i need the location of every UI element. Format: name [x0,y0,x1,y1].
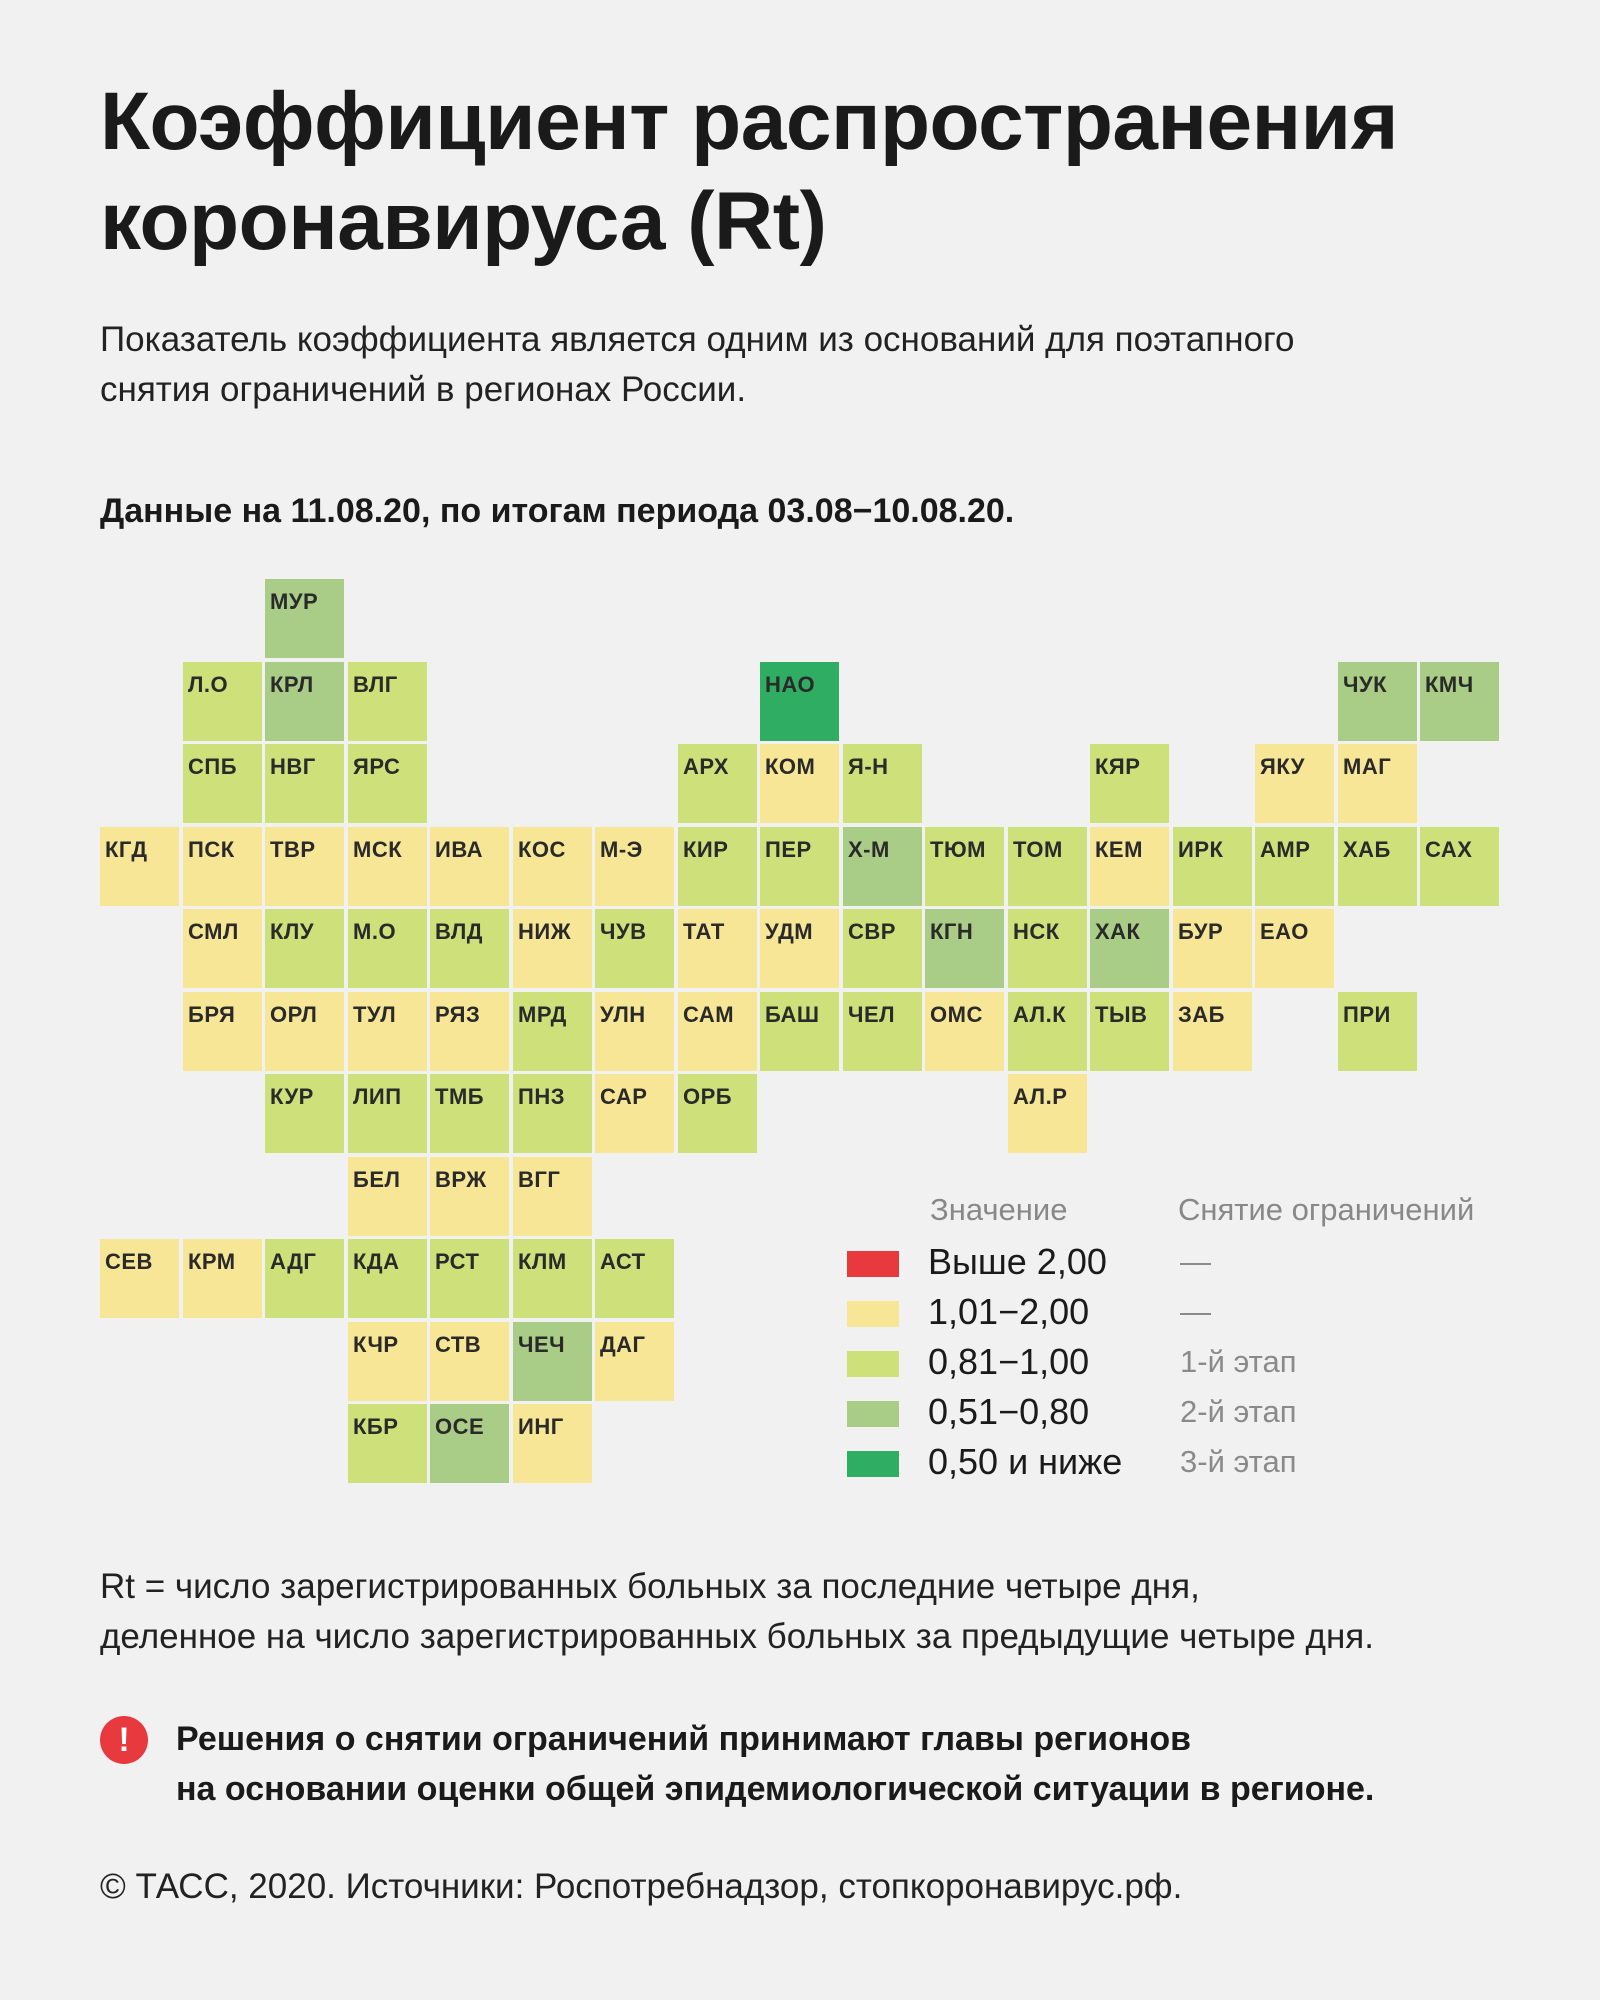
region-tile: РЯЗ [430,992,509,1071]
legend-swatch-lightgreen [847,1351,899,1377]
region-tile: КДА [348,1239,427,1318]
region-tile: ИРК [1173,827,1252,906]
data-date: Данные на 11.08.20, по итогам периода 03.08−10.08.20. [100,492,1015,530]
region-tile: Х-М [843,827,922,906]
region-tile: КОМ [760,744,839,823]
region-tile: НИЖ [513,909,592,988]
legend-stage: 3-й этап [1180,1444,1297,1479]
region-tile: ПСК [183,827,262,906]
region-tile: МСК [348,827,427,906]
region-tile: НВГ [265,744,344,823]
region-tile: МРД [513,992,592,1071]
region-tile: ИНГ [513,1404,592,1483]
region-tile: БРЯ [183,992,262,1071]
source-footer: © ТАСС, 2020. Источники: Роспотребнадзор, стопкоронавирус.рф. [100,1867,1183,1906]
subtitle [100,315,1520,415]
legend-value: 0,81−1,00 [928,1341,1090,1382]
region-tile: ЛИП [348,1074,427,1153]
warning-note [176,1714,1556,1814]
region-tile: ХАБ [1338,827,1417,906]
region-tile: МУР [265,579,344,658]
region-tile: ТОМ [1008,827,1087,906]
legend-stage: — [1180,1244,1211,1279]
region-tile: СМЛ [183,909,262,988]
region-tile: ОСЕ [430,1404,509,1483]
region-tile: Я-Н [843,744,922,823]
region-tile: Л.О [183,662,262,741]
legend-swatch-midgreen [847,1401,899,1427]
legend-value: Выше 2,00 [928,1241,1107,1282]
region-tile: СЕВ [100,1239,179,1318]
region-tile: РСТ [430,1239,509,1318]
subtitle-line-2: снятия ограничений в регионах России. [100,370,747,409]
region-tile: ТВР [265,827,344,906]
exclamation-icon: ! [100,1716,148,1764]
region-tile: ОМС [925,992,1004,1071]
region-tile: ЧЕЛ [843,992,922,1071]
region-tile: СПБ [183,744,262,823]
region-tile: ОРЛ [265,992,344,1071]
region-tile: КРЛ [265,662,344,741]
region-tile: КГН [925,909,1004,988]
region-tile: ПРИ [1338,992,1417,1071]
region-tile: БАШ [760,992,839,1071]
region-tile: ЯРС [348,744,427,823]
region-tile: АРХ [678,744,757,823]
region-tile: КИР [678,827,757,906]
region-tile: НСК [1008,909,1087,988]
legend-swatch-red [847,1251,899,1277]
region-tile: КЕМ [1090,827,1169,906]
region-tile: АСТ [595,1239,674,1318]
region-tile: КЧР [348,1322,427,1401]
region-tile: ТУЛ [348,992,427,1071]
legend-swatch-darkgreen [847,1451,899,1477]
warning-line-1: Решения о снятии ограничений принимают главы регионов [176,1720,1192,1758]
region-tile: УЛН [595,992,674,1071]
region-tile: ЧУВ [595,909,674,988]
region-tile: М.О [348,909,427,988]
region-tile: САР [595,1074,674,1153]
formula-line-2: деленное на число зарегистрированных больных за предыдущие четыре дня. [100,1617,1374,1656]
region-tile: ТАТ [678,909,757,988]
legend-value: 0,50 и ниже [928,1441,1123,1482]
region-tile: ЧУК [1338,662,1417,741]
legend-stage: — [1180,1294,1211,1329]
region-tile: ТМБ [430,1074,509,1153]
region-tile: МАГ [1338,744,1417,823]
region-tile: ЗАБ [1173,992,1252,1071]
legend-value: 0,51−0,80 [928,1391,1090,1432]
title-line-1: Коэффициент распространения [100,76,1398,167]
legend-value-header: Значение [930,1192,1068,1227]
formula-line-1: Rt = число зарегистрированных больных за последние четыре дня, [100,1567,1200,1606]
region-tile: АЛ.К [1008,992,1087,1071]
region-tile: ТЮМ [925,827,1004,906]
region-tile: АМР [1255,827,1334,906]
title-line-2: коронавируса (Rt) [100,176,827,267]
region-tile: ИВА [430,827,509,906]
region-tile: КМЧ [1420,662,1499,741]
rt-formula [100,1562,1560,1662]
region-tile: АДГ [265,1239,344,1318]
region-tile: ХАК [1090,909,1169,988]
region-tile: САМ [678,992,757,1071]
region-tile: ЕАО [1255,909,1334,988]
warning-line-2: на основании оценки общей эпидемиологической ситуации в регионе. [176,1770,1375,1808]
region-tile: АЛ.Р [1008,1074,1087,1153]
region-tile: ВРЖ [430,1157,509,1236]
region-tile: КГД [100,827,179,906]
region-tile: КОС [513,827,592,906]
region-tile: КБР [348,1404,427,1483]
region-tile: М-Э [595,827,674,906]
region-tile: ЧЕЧ [513,1322,592,1401]
legend-swatch-yellow [847,1301,899,1327]
legend-stage-header: Снятие ограничений [1178,1192,1475,1227]
region-tile: КЛУ [265,909,344,988]
region-tile: КЛМ [513,1239,592,1318]
region-tile: КЯР [1090,744,1169,823]
region-tile: ВЛГ [348,662,427,741]
region-tile: САХ [1420,827,1499,906]
legend-stage: 1-й этап [1180,1344,1297,1379]
region-tile: ТЫВ [1090,992,1169,1071]
legend-value: 1,01−2,00 [928,1291,1090,1332]
region-tile: ВЛД [430,909,509,988]
subtitle-line-1: Показатель коэффициента является одним из оснований для поэтапного [100,320,1295,359]
region-tile: СВР [843,909,922,988]
region-tile: ДАГ [595,1322,674,1401]
region-tile: ПЕР [760,827,839,906]
region-tile: КУР [265,1074,344,1153]
region-tile: СТВ [430,1322,509,1401]
legend-stage: 2-й этап [1180,1394,1297,1429]
region-tile: НАО [760,662,839,741]
region-tile: БУР [1173,909,1252,988]
region-tile: БЕЛ [348,1157,427,1236]
region-tile: КРМ [183,1239,262,1318]
region-tile: УДМ [760,909,839,988]
region-tile: ВГГ [513,1157,592,1236]
region-tile: ЯКУ [1255,744,1334,823]
page-title [100,72,1540,272]
region-tile: ОРБ [678,1074,757,1153]
region-tile: ПНЗ [513,1074,592,1153]
